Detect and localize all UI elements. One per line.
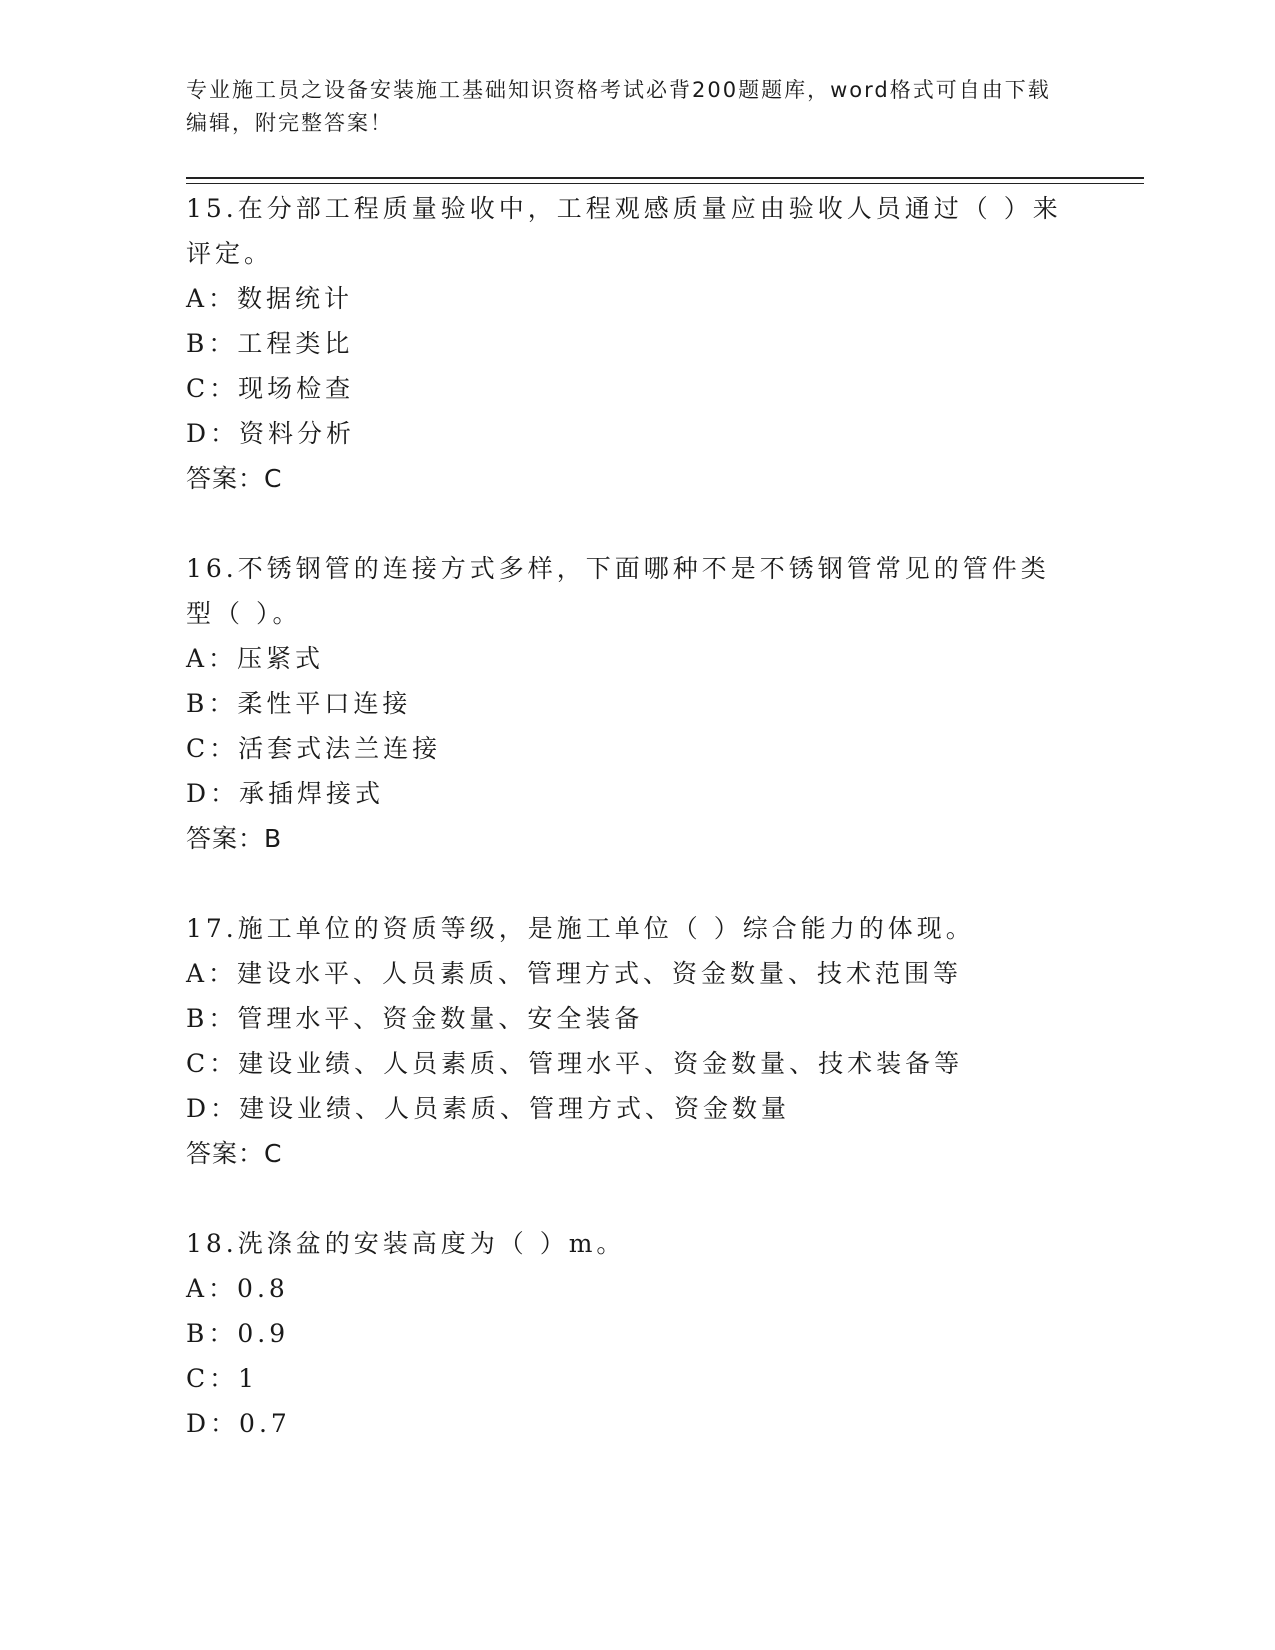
option-c: C：建设业绩、人员素质、管理水平、资金数量、技术装备等	[186, 1049, 964, 1078]
question-text: 17.施工单位的资质等级，是施工单位（ ）综合能力的体现。	[186, 914, 975, 943]
answer-text: 答案：C	[186, 464, 283, 493]
option-c: C：活套式法兰连接	[186, 734, 442, 763]
question-text: 18.洗涤盆的安装高度为（ ）m。	[186, 1229, 626, 1258]
option-b: B：工程类比	[186, 329, 354, 358]
header-divider-thick	[186, 177, 1144, 179]
option-b: B：柔性平口连接	[186, 689, 412, 718]
question-18	[186, 1221, 1086, 1446]
option-d: D：承插焊接式	[186, 779, 385, 808]
option-a: A：数据统计	[186, 284, 354, 313]
question-text: 15.在分部工程质量验收中，工程观感质量应由验收人员通过（ ）来评定。	[186, 194, 1062, 268]
option-d: D：建设业绩、人员素质、管理方式、资金数量	[186, 1094, 791, 1123]
option-a: A：压紧式	[186, 644, 325, 673]
question-15	[186, 186, 1086, 501]
option-b: B：0.9	[186, 1319, 290, 1348]
option-b: B：管理水平、资金数量、安全装备	[186, 1004, 644, 1033]
option-c: C：1	[186, 1364, 259, 1393]
option-d: D：资料分析	[186, 419, 356, 448]
option-c: C：现场检查	[186, 374, 355, 403]
option-a: A：0.8	[186, 1274, 289, 1303]
document-header: 专业施工员之设备安装施工基础知识资格考试必背200题题库，word格式可自由下载编辑，附完整答案！	[186, 78, 1051, 135]
header-divider-thin	[186, 183, 1144, 184]
question-text: 16.不锈钢管的连接方式多样，下面哪种不是不锈钢管常见的管件类型（ ）。	[186, 554, 1050, 628]
option-d: D：0.7	[186, 1409, 291, 1438]
question-17	[186, 906, 1086, 1176]
question-16	[186, 546, 1086, 861]
answer-text: 答案：C	[186, 1139, 283, 1168]
option-a: A：建设水平、人员素质、管理方式、资金数量、技术范围等	[186, 959, 963, 988]
question-list	[186, 186, 1086, 1491]
answer-text: 答案：B	[186, 824, 283, 853]
